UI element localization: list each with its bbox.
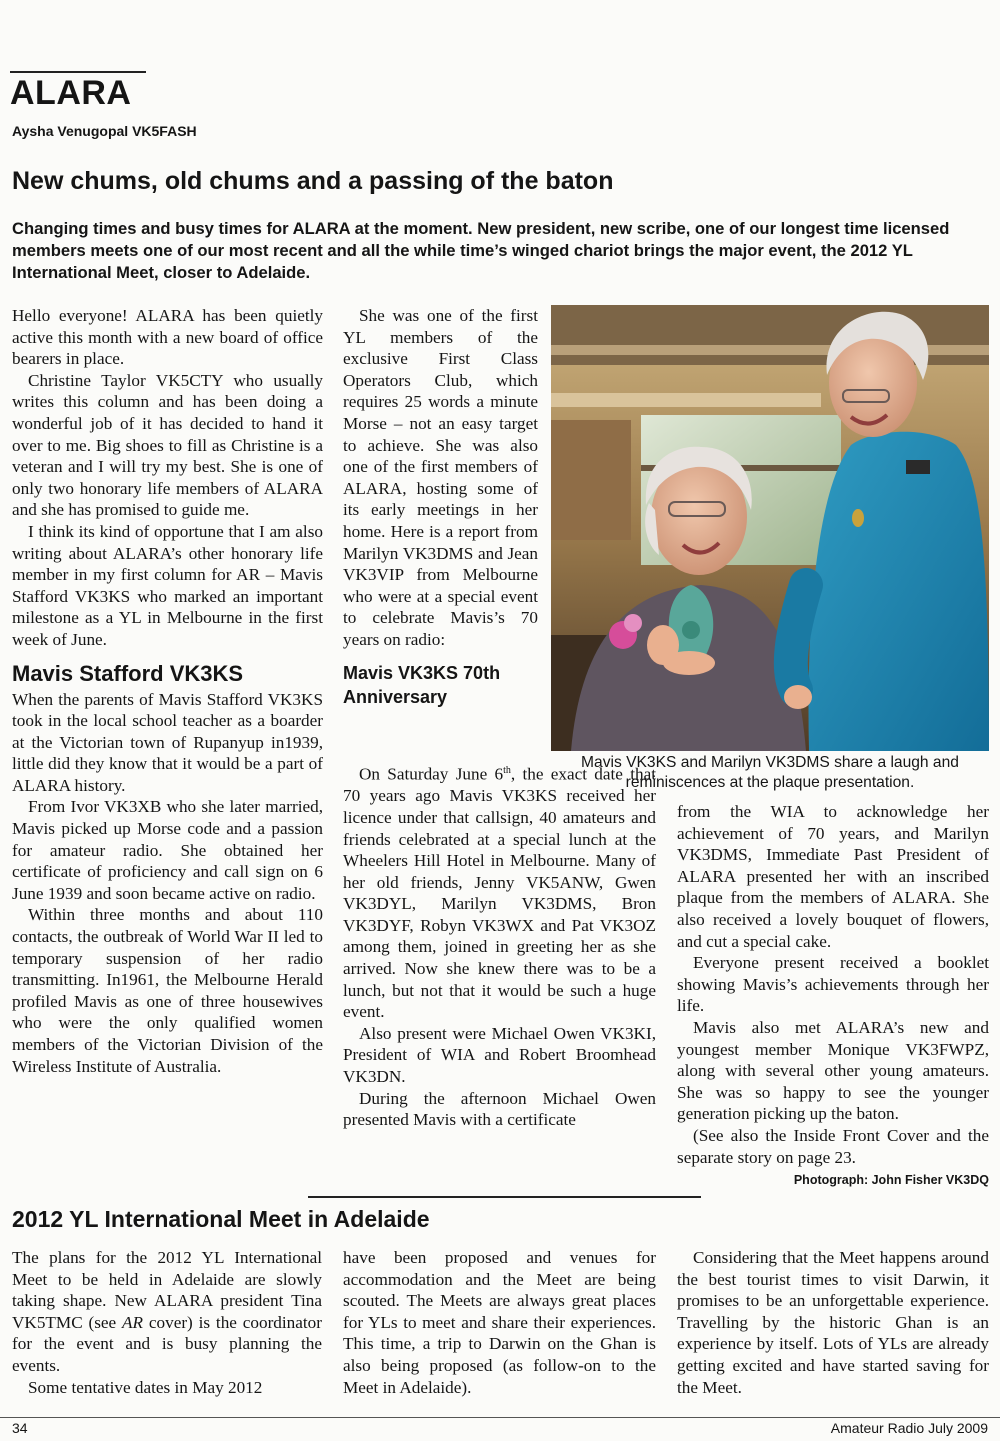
page-number: 34 (12, 1420, 28, 1436)
article-column-1 (12, 305, 323, 1077)
footer-rule (0, 1417, 1000, 1418)
section-rule (10, 71, 146, 73)
paragraph: On Saturday June 6th, the exact date that 70 years ago Mavis VK3KS received her licence under that callsign, 40 amateurs and friends celebrated at a special lunch at the Wheelers Hill Hotel in Melbourne. Many of her old friends, Jenny VK5ANW, Gwen VK3DYL, Marilyn VK3DMS, Bron VK3DYF, Robyn VK3WX and Pat VK3OZ among them, joined in greeting her as she arrived. Now she knew there was to be a lunch, but not that it would be such a huge event. (343, 764, 657, 1022)
paragraph: Mavis also met ALARA’s new and youngest member Monique VK3FWPZ, along with several other young amateurs. She was so happy to see the younger generation picking up the baton. (677, 1017, 989, 1124)
magazine-issue: Amateur Radio July 2009 (830, 1420, 988, 1436)
paragraph: Also present were Michael Owen VK3KI, President of WIA and Robert Broomhead VK3DN. (343, 1023, 656, 1087)
paragraph: Within three months and about 110 contacts, the outbreak of World War II led to temporary suspension of her radio transmitting. In1961, the Melbourne Herald profiled Mavis as one of three housewives who were the only qualified women members of the Victorian Division of the Wireless Institute of Australia. (12, 905, 323, 1076)
article-standfirst: Changing times and busy times for ALARA at the moment. New president, new scribe, one of our longest time licensed members meets one of our most recent and all the while time’s winged chariot brings the major event, the 2012 YL International Meet, closer to Adelaide. (12, 219, 950, 282)
paragraph: She was one of the first YL members of the exclusive First Class Operators Club, which requires 25 words a minute Morse – not an easy target to achieve. She was also one of the first members of ALARA, hosting some of its early meetings in her home. Here is a report from Marilyn VK3DMS and Jean VK3VIP from Melbourne who were at a special event to celebrate Mavis’s 70 years on radio: (343, 306, 538, 649)
paragraph: Hello everyone! ALARA has been quietly active this month with a new board of office bearers in place. (12, 306, 323, 369)
paragraph: The plans for the 2012 YL International Meet to be held in Adelaide are slowly taking shape. New ALARA president Tina VK5TMC (see AR cover) is the coordinator for the event and is busy planning the events. (12, 1248, 322, 1375)
paragraph: When the parents of Mavis Stafford VK3KS took in the local school teacher as a boarder at the Victorian town of Rupanyup in1939, little did they know that it would be a part of ALARA history. (12, 689, 323, 795)
paragraph: Considering that the Meet happens around the best tourist times to visit Darwin, it promises to be an unforgettable experience. Travelling by the historic Ghan is an experience by itself. Lots of YLs are already getting excited and have started saving for the Meet. (677, 1248, 989, 1397)
paragraph: I think its kind of opportune that I am also writing about ALARA’s other honorary life member in my first column for AR – Mavis Stafford VK3KS who marked an important milestone as a YL in Melbourne in the first week of June. (12, 521, 323, 649)
paragraph: Some tentative dates in May 2012 (28, 1377, 263, 1397)
meet-column-3 (677, 1247, 989, 1398)
paragraph: From Ivor VK3XB who she later married, Mavis picked up Morse code and a passion for amateur radio. She obtained her certificate of proficiency and call sign on 6 June 1939 and soon became active on radio. (12, 797, 323, 903)
article-heading-yl-meet: 2012 YL International Meet in Adelaide (12, 1206, 430, 1232)
article-photo (551, 305, 989, 751)
section-title: ALARA (10, 74, 132, 112)
subheading-70th-anniversary: Mavis VK3KS 70th Anniversary (343, 662, 501, 707)
paragraph: have been proposed and venues for accommodation and the Meet are being scouted. The Meets are always great places for YLs to meet and share their experiences. This time, a trip to Darwin on the Ghan is also being proposed (as follow-on to the Meet in Adelaide). (343, 1248, 656, 1397)
photo-caption: Mavis VK3KS and Marilyn VK3DMS share a laugh and reminiscences at the plaque presentation. (581, 754, 959, 791)
paragraph: During the afternoon Michael Owen presented Mavis with a certificate (343, 1088, 656, 1130)
article-headline: New chums, old chums and a passing of the baton (12, 167, 614, 195)
author-byline: Aysha Venugopal VK5FASH (12, 123, 197, 139)
paragraph: Everyone present received a booklet showing Mavis’s achievements through her life. (677, 953, 989, 1016)
subheading-mavis-stafford: Mavis Stafford VK3KS (12, 660, 244, 686)
article-column-2-continued (343, 760, 656, 1131)
photo-credit: Photograph: John Fisher VK3DQ (793, 1173, 989, 1187)
paragraph: (See also the Inside Front Cover and the separate story on page 23. (677, 1125, 989, 1167)
section-divider (308, 1196, 701, 1198)
article-column-3 (677, 801, 989, 1168)
photo-illustration (551, 305, 989, 751)
meet-column-1 (12, 1247, 322, 1398)
meet-column-2 (343, 1247, 656, 1398)
paragraph: from the WIA to acknowledge her achievement of 70 years, and Marilyn VK3DMS, Immediate Past President of ALARA presented her with an inscribed plaque from the members of ALARA. She also received a lovely bouquet of flowers, and cut a special cake. (677, 802, 989, 951)
paragraph: Christine Taylor VK5CTY who usually writes this column and has been doing a wonderful job of it has decided to hand it over to me. Big shoes to fill as Christine is a veteran and I will try my best. She is one of only two honorary life members of ALARA and she has promised to guide me. (12, 370, 323, 520)
article-column-2 (343, 305, 538, 713)
